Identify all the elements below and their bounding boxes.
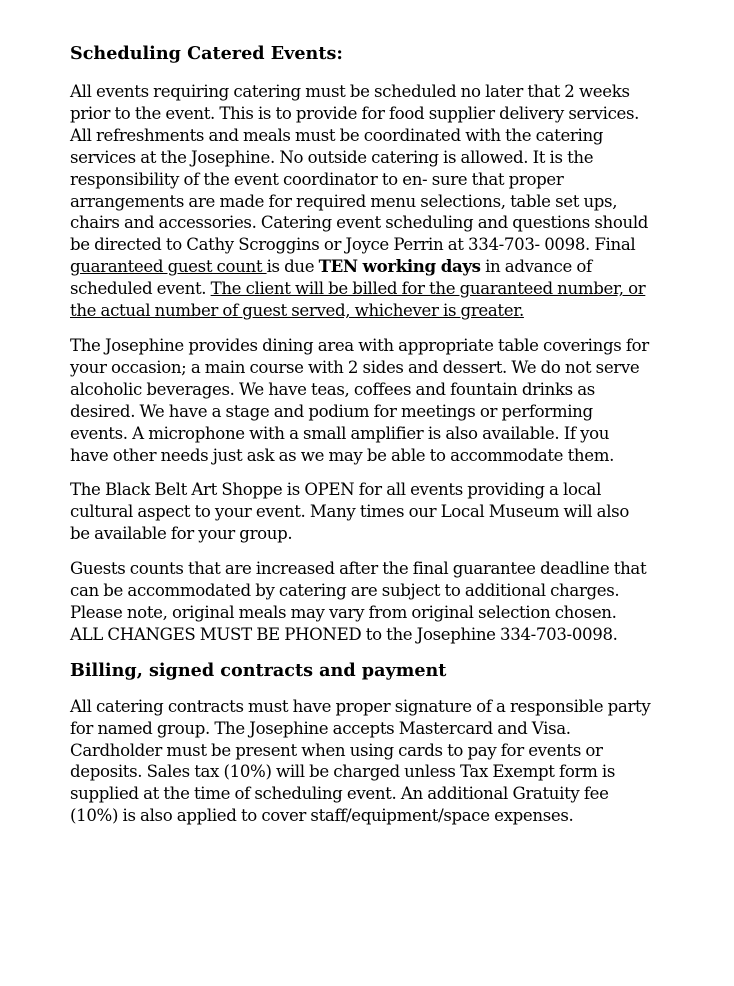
text-line: All refreshments and meals must be coordinated with the catering	[70, 125, 604, 145]
text-line: supplied at the time of scheduling event. An additional Gratuity fee	[70, 784, 609, 804]
text-line: alcoholic beverages. We have teas, coffees and fountain drinks as	[70, 379, 595, 399]
text-line: deposits. Sales tax (10%) will be charged unless Tax Exempt form is	[70, 762, 616, 782]
text-fragment: in advance of	[480, 257, 592, 277]
text-line: desired. We have a stage and podium for meetings or performing	[70, 401, 593, 421]
paragraph-dining-info	[70, 335, 720, 466]
text-line: arrangements are made for required menu selections, table set ups,	[70, 191, 618, 211]
text-fragment: is due	[266, 257, 319, 277]
text-line: ALL CHANGES MUST BE PHONED to the Josephine 334-703-0098.	[70, 624, 618, 644]
document-page	[70, 42, 720, 840]
text-line: prior to the event. This is to provide for food supplier delivery services.	[70, 103, 640, 123]
text-line: for named group. The Josephine accepts Mastercard and Visa.	[70, 718, 571, 738]
text-line: cultural aspect to your event. Many times our Local Museum will also	[70, 502, 629, 522]
text-line: have other needs just ask as we may be able to accommodate them.	[70, 445, 615, 465]
text-line	[70, 256, 720, 278]
ten-working-days-text: TEN working days	[318, 256, 481, 277]
text-line: Cardholder must be present when using cards to pay for events or	[70, 740, 603, 760]
guaranteed-guest-count-text: guaranteed guest count	[70, 257, 267, 277]
text-line: (10%) is also applied to cover staff/equipment/space expenses.	[70, 806, 574, 826]
text-line: The Josephine provides dining area with appropriate table coverings for	[70, 335, 649, 355]
text-line: services at the Josephine. No outside catering is allowed. It is the	[70, 147, 594, 167]
text-fragment: scheduled event.	[70, 279, 211, 299]
text-line: All catering contracts must have proper signature of a responsible party	[70, 696, 651, 716]
text-line: your occasion; a main course with 2 sides and dessert. We do not serve	[70, 357, 640, 377]
text-line: be available for your group.	[70, 524, 293, 544]
billing-notice-text: the actual number of guest served, whichever is greater.	[70, 301, 524, 321]
text-line: can be accommodated by catering are subject to additional charges.	[70, 581, 620, 601]
billing-notice-text: The client will be billed for the guaranteed number, or	[210, 279, 646, 299]
text-line: All events requiring catering must be scheduled no later that 2 weeks	[70, 82, 630, 101]
paragraph-guest-count-changes	[70, 558, 720, 646]
text-line: Guests counts that are increased after the final guarantee deadline that	[70, 559, 647, 579]
text-line: The Black Belt Art Shoppe is OPEN for all events providing a local	[70, 480, 602, 500]
text-line: be directed to Cathy Scroggins or Joyce Perrin at 334-703- 0098. Final	[70, 235, 636, 255]
text-line: Please note, original meals may vary from original selection chosen.	[70, 602, 617, 622]
paragraph-art-shoppe	[70, 479, 720, 545]
section-heading-scheduling: Scheduling Catered Events:	[70, 43, 343, 64]
text-line: responsibility of the event coordinator to en- sure that proper	[70, 169, 564, 189]
text-line: chairs and accessories. Catering event scheduling and questions should	[70, 213, 649, 233]
text-line: events. A microphone with a small amplifier is also available. If you	[70, 423, 610, 443]
section-heading-billing: Billing, signed contracts and payment	[70, 659, 447, 681]
paragraph-scheduling-rules	[70, 81, 720, 322]
paragraph-billing-payment	[70, 696, 720, 827]
text-line	[70, 278, 720, 300]
